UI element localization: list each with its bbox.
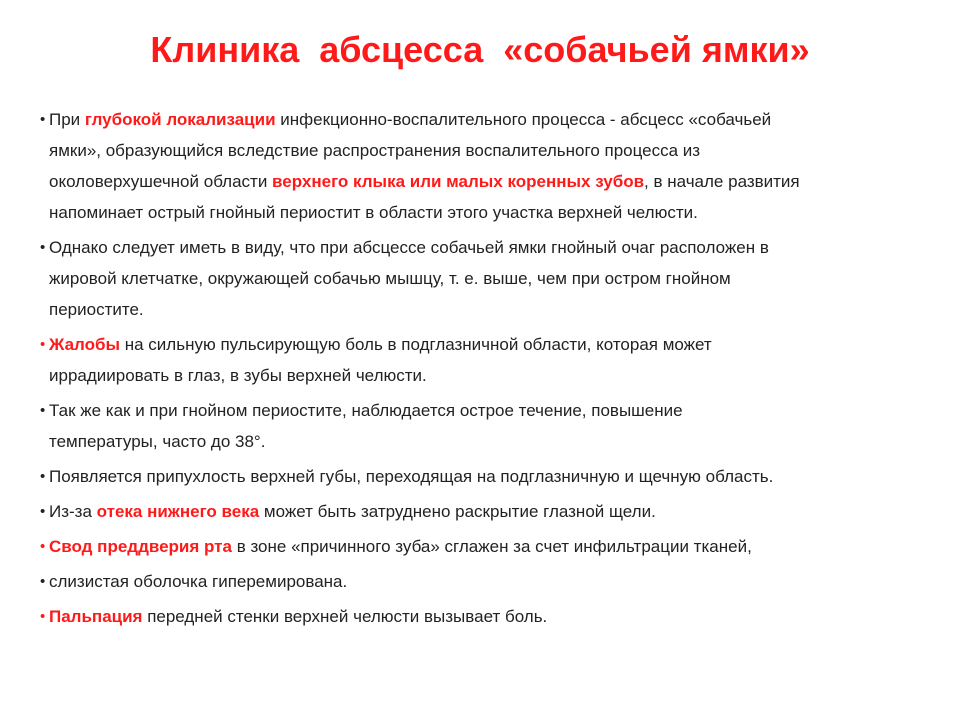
text-segment: околоверхушечной области	[49, 172, 273, 191]
bullet-paragraph	[40, 601, 920, 632]
text-segment: может быть затруднено раскрытие глазной щели.	[259, 502, 656, 521]
text-segment: , в начале развития	[644, 172, 800, 191]
text-line	[49, 395, 920, 426]
text-segment: инфекционно-воспалительного процесса - абсцесс «собачьей	[275, 110, 772, 129]
bullet-paragraph	[40, 566, 920, 597]
text-segment: передней стенки верхней челюсти вызывает боль.	[142, 607, 548, 626]
highlighted-term: Пальпация	[49, 607, 143, 626]
highlighted-term: верхнего клыка или малых коренных зубов	[272, 172, 645, 191]
text-segment: иррадиировать в глаз, в зубы верхней челюсти.	[49, 366, 427, 385]
text-line	[49, 263, 920, 294]
text-line	[49, 294, 920, 325]
bullet-paragraph	[40, 461, 920, 492]
text-segment: на сильную пульсирующую боль в подглазничной области, которая может	[120, 335, 712, 354]
bullet-paragraph	[40, 496, 920, 527]
bullet-marker: •	[40, 402, 46, 419]
bullet-marker: •	[40, 608, 46, 625]
text-segment: ямки», образующийся вследствие распространения воспалительного процесса из	[49, 141, 701, 160]
text-segment: Появляется припухлость верхней губы, переходящая на подглазничную и щечную область.	[49, 467, 774, 486]
text-segment: периостите.	[49, 300, 144, 319]
bullet-paragraph	[40, 531, 920, 562]
text-segment: температуры, часто до 38°.	[49, 432, 266, 451]
text-line	[49, 461, 920, 492]
text-line	[49, 566, 920, 597]
text-segment: При	[49, 110, 85, 129]
bullet-marker: •	[40, 503, 46, 520]
text-line	[49, 135, 920, 166]
highlighted-term: Жалобы	[49, 335, 121, 354]
text-line	[49, 197, 920, 228]
bullet-paragraph	[40, 395, 920, 457]
text-line	[49, 426, 920, 457]
text-segment: жировой клетчатке, окружающей собачью мышцу, т. е. выше, чем при остром гнойном	[49, 269, 731, 288]
bullet-paragraph	[40, 232, 920, 325]
text-line	[49, 166, 920, 197]
text-line	[49, 601, 920, 632]
text-line	[49, 329, 920, 360]
slide-content	[40, 104, 920, 636]
bullet-paragraph	[40, 329, 920, 391]
bullet-marker: •	[40, 336, 46, 353]
text-line	[49, 232, 920, 263]
highlighted-term: отека нижнего века	[96, 502, 260, 521]
text-segment: в зоне «причинного зуба» сглажен за счет инфильтрации тканей,	[231, 537, 752, 556]
bullet-marker: •	[40, 538, 46, 555]
text-line	[49, 104, 920, 135]
text-segment: Так же как и при гнойном периостите, наблюдается острое течение, повышение	[49, 401, 683, 420]
text-segment: Однако следует иметь в виду, что при абсцессе собачьей ямки гнойный очаг расположен в	[49, 238, 769, 257]
text-line	[49, 360, 920, 391]
bullet-marker: •	[40, 573, 46, 590]
text-segment: Из-за	[49, 502, 97, 521]
highlighted-term: глубокой локализации	[84, 110, 276, 129]
text-line	[49, 496, 920, 527]
highlighted-term: Свод преддверия рта	[49, 537, 232, 556]
text-segment: напоминает острый гнойный периостит в области этого участка верхней челюсти.	[49, 203, 698, 222]
bullet-marker: •	[40, 468, 46, 485]
bullet-marker: •	[40, 239, 46, 256]
text-segment: слизистая оболочка гиперемирована.	[49, 572, 348, 591]
bullet-paragraph	[40, 104, 920, 228]
slide-title: Клиника абсцесса «собачьей ямки»	[150, 29, 810, 70]
bullet-marker: •	[40, 111, 46, 128]
text-line	[49, 531, 920, 562]
